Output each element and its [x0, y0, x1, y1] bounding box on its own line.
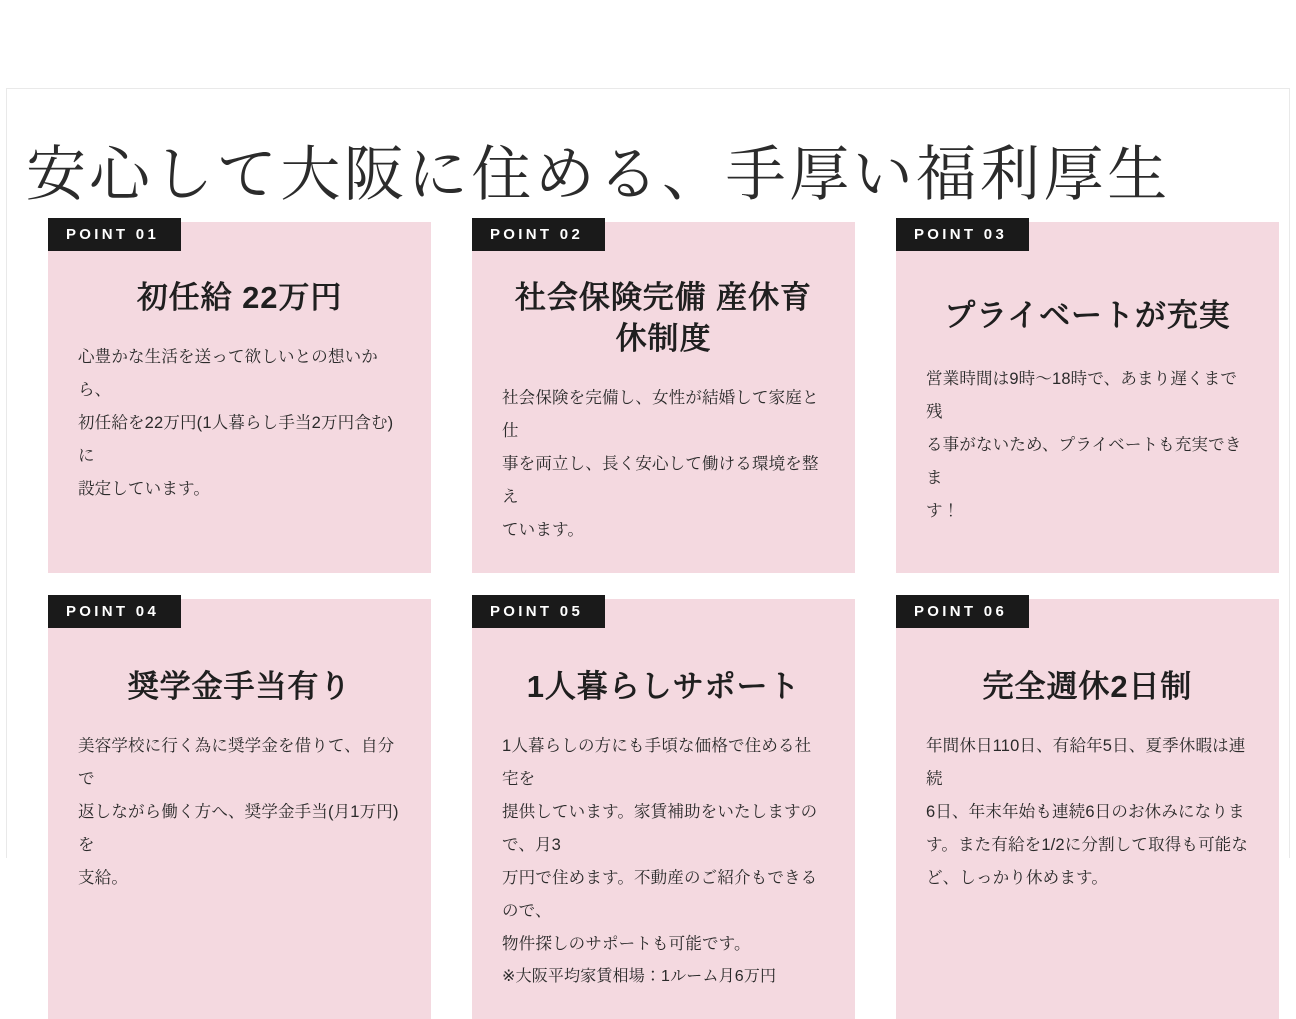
point-badge: POINT 06 [896, 595, 1029, 628]
card-title-line1: 1人暮らしサポート [526, 668, 801, 704]
card-body [78, 730, 401, 895]
card-title [926, 296, 1249, 337]
card-body-line: 6日、年末年始も連続6日のお休みになりま [926, 802, 1245, 821]
card-body-line: ど、しっかり休めます。 [926, 868, 1108, 887]
card-title [502, 278, 825, 360]
points-grid [48, 222, 1280, 1019]
card-body-line: 美容学校に行く為に奨学金を借りて、自分で [78, 736, 395, 788]
card-body [78, 341, 401, 506]
card-title-line1: 社会保険完備 [515, 280, 707, 315]
card-title-line1: 初任給 [136, 280, 233, 315]
card-body-note: ※大阪平均家賃相場：1ルーム月6万円 [502, 967, 777, 985]
card-body [926, 363, 1249, 528]
card-body-line: 事を両立し、長く安心して働ける環境を整え [502, 454, 819, 506]
point-card [896, 222, 1279, 573]
card-body-line: 心豊かな生活を送って欲しいとの想いから、 [78, 347, 378, 399]
card-body-line: ています。 [502, 520, 585, 539]
card-title-line2: 産休育休制度 [615, 280, 812, 356]
card-body [502, 730, 825, 993]
point-card [472, 222, 855, 573]
card-body-line: 営業時間は9時〜18時で、あまり遅くまで残 [926, 369, 1237, 421]
card-body-line: 返しながら働く方へ、奨学金手当(月1万円)を [78, 802, 399, 854]
card-body-line: 年間休日110日、有給年5日、夏季休暇は連続 [926, 736, 1246, 788]
point-badge: POINT 01 [48, 218, 181, 251]
point-card [48, 222, 431, 573]
card-title-line1: 完全週休2日制 [982, 668, 1193, 704]
card-body-line: 提供しています。家賃補助をいたしますので、月3 [502, 802, 818, 854]
card-body-line: 社会保険を完備し、女性が結婚して家庭と仕 [502, 388, 819, 440]
card-body-line: す。また有給を1/2に分割して取得も可能な [926, 835, 1249, 854]
card-body [926, 730, 1249, 895]
card-title-line1: 奨学金手当有り [127, 668, 352, 704]
card-body [502, 382, 825, 547]
card-body-line: す！ [926, 501, 960, 520]
card-title-line2: 22万円 [242, 280, 343, 315]
card-title-line1: プライベートが充実 [944, 298, 1231, 333]
page-title: 安心して大阪に住める、手厚い福利厚生 [26, 142, 1171, 209]
card-title [78, 667, 401, 708]
card-body-line: 支給。 [78, 868, 128, 887]
card-title [78, 278, 401, 319]
point-badge: POINT 03 [896, 218, 1029, 251]
card-body-line: る事がないため、プライベートも充実できま [926, 435, 1242, 487]
card-body-line: 万円で住めます。不動産のご紹介もできるので、 [502, 868, 818, 920]
point-card [896, 599, 1279, 1019]
card-body-line: 設定しています。 [78, 479, 210, 498]
card-body-line: 初任給を22万円(1人暮らし手当2万円含む)に [78, 413, 394, 465]
card-body-line: 物件探しのサポートも可能です。 [502, 934, 751, 953]
card-body-line: 1人暮らしの方にも手頃な価格で住める社宅を [502, 736, 812, 788]
point-badge: POINT 02 [472, 218, 605, 251]
point-card [472, 599, 855, 1019]
card-title [926, 667, 1249, 708]
point-badge: POINT 04 [48, 595, 181, 628]
point-card [48, 599, 431, 1019]
card-title [502, 667, 825, 708]
point-badge: POINT 05 [472, 595, 605, 628]
